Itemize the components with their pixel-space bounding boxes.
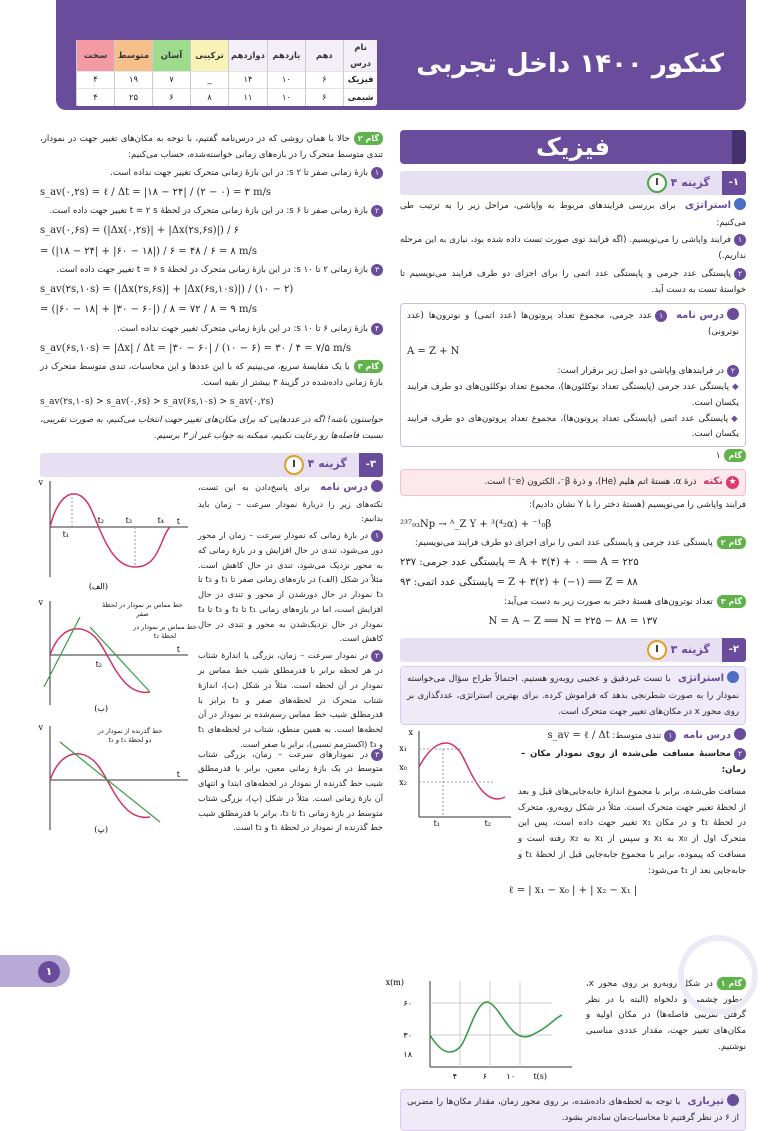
step-text: پایستگی عدد جرمی و پایستگی عدد اتمی را برای اجزای دو طرف فرایند می‌نویسیم تا خواستهٔ تست به دست آید. (400, 269, 746, 296)
answer-text: گزینه ۴ (670, 175, 710, 189)
figure-label: (پ) (94, 824, 108, 834)
gam-2 (40, 132, 383, 164)
stats-col-easy: آسان (153, 40, 191, 72)
lesson-bullet-b (407, 412, 739, 444)
gam-1-text: فرایند واپاشی را می‌نویسیم (هستهٔ دختر را با Y نشان دادیم): (529, 499, 746, 510)
stats-cell: ۱۴ (229, 72, 268, 89)
page-header (56, 0, 746, 110)
decorative-circle (678, 935, 758, 1015)
svg-text:t: t (176, 644, 180, 654)
step-number: ۲ (371, 650, 383, 662)
step-number: ۱ (664, 730, 676, 742)
velocity-time-graph-a (40, 477, 192, 592)
question-header-1 (400, 171, 746, 195)
stats-cell: ۱۰ (267, 72, 305, 89)
answer-label (284, 454, 347, 474)
interval-4 (40, 322, 383, 338)
page-title: کنکور ۱۴۰۰ داخل تجربی (416, 49, 724, 79)
lesson-box (400, 303, 746, 447)
y-tick: ۶۰ (403, 998, 412, 1008)
book-icon (734, 728, 746, 740)
q2-lesson-text (400, 783, 746, 903)
strategy-step-2 (400, 267, 746, 299)
stats-col-name: نام درس (343, 40, 377, 72)
x-axis-label: t(s) (533, 1071, 547, 1081)
svg-text:x₂: x₂ (399, 777, 407, 787)
step-badge: گام ۳ (717, 595, 746, 608)
svg-text:t₂: t₂ (484, 818, 491, 828)
svg-text:t₁: t₁ (62, 529, 69, 539)
x-tick: ۶ (482, 1071, 487, 1081)
answer-label (647, 640, 710, 660)
stats-table (76, 40, 377, 106)
stats-cell: ۶ (305, 89, 343, 106)
step-number: ۲ (371, 205, 383, 217)
lesson-text: مسافت طی‌شده، برابر با مجموع اندازهٔ جابه‌جایی‌های قبل و بعد از لحظهٔ تغییر جهت متحرک است. مثلاً در شکل روبه‌رو، متحرک در لحظهٔ t₁ و در مکان x₁ تغییر جهت داده است، پس این متحرک اول از x₀ به x₁ و سپس از x₁ به x₂ رفته است و مسافت که پیموده، برابر با مجموع جابه‌جایی قبل از لحظهٔ t₁ و جابه‌جایی بعد از t₁ می‌شود: (518, 786, 746, 877)
lesson-line-2 (521, 747, 746, 779)
lesson-point-2 (198, 648, 383, 751)
step-number: ۲ (727, 365, 739, 377)
step-badge: گام ۱ (717, 977, 746, 990)
diamond-icon: ◆ (731, 413, 740, 424)
interval-text: بازهٔ زمانی صفر تا ۶ s: در این بازهٔ زمانی متحرک در لحظهٔ t = ۲ s تغییر جهت داده است. (49, 206, 368, 217)
step-badge: گام ۳ (354, 360, 383, 373)
clock-icon (647, 640, 667, 660)
gam-2 (400, 536, 746, 552)
stats-row-physics (77, 72, 378, 89)
warning-note: حواستون باشه! اگه در عددهایی که برای مکان‌های تغییر جهت انتخاب می‌کنیم، به صورت تقریبی، نسبت فاصله‌ها رو رعایت نکنیم، ممکنه به جواب غیر از ۳ برسیم. (40, 414, 383, 441)
step-number: ۳ (371, 264, 383, 276)
gam-text: با یک مقایسهٔ سریع، می‌بینیم که با این عددها و این محاسبات، تندی متوسط متحرک در بازهٔ زمانی داده‌شده در گزینهٔ ۳ بیشتر از بقیه است. (40, 362, 383, 389)
lesson-text: محاسبهٔ مسافت طی‌شده از روی نمودار مکان – زمان: (521, 749, 746, 776)
step-text: فرایند واپاشی را می‌نویسیم. (اگه فرایند توی صورت تست داده شده بود، نیازی به این مرحله نداریم.) (400, 235, 746, 262)
gam-label: گام۱ (400, 449, 746, 465)
diamond-icon: ◆ (732, 381, 740, 392)
page-number-tab (0, 955, 70, 987)
equation: s_av(۰,۲s) = ℓ / Δt = |۱۸ − ۲۴| / (۲ − ۰) = ۳ m/s (40, 186, 272, 198)
step-badge: گام ۲ (354, 132, 383, 145)
stats-cell: ۶ (153, 89, 191, 106)
equation: A = Z + N (407, 346, 460, 358)
stats-col-mixed: ترکیبی (191, 40, 229, 72)
secant-label: خط گذرنده از نمودار در دو لحظهٔ t₁ و t₂ (97, 726, 163, 744)
x-tick: ۴ (452, 1071, 457, 1081)
gam-3 (40, 360, 383, 392)
figure-label: (ب) (94, 703, 108, 713)
equation: s_av(۰,۶s) = (|Δx(۰,۲s)| + |Δx(۲s,۶s)|) / ۶ (40, 225, 240, 237)
q3-body (40, 477, 383, 872)
note-text: ذرهٔ α، هستهٔ اتم هلیم (He)، و ذرهٔ β⁻، الکترون (e⁻) است. (484, 477, 697, 488)
right-column (385, 130, 746, 1124)
lesson-intro (198, 479, 383, 527)
svg-text:t₂: t₂ (97, 515, 104, 525)
x-tick: ۱۰ (506, 1071, 515, 1081)
tangent-label-2: خط مماس بر نمودار در لحظهٔ t₂ (133, 622, 197, 640)
star-icon: ★ (726, 476, 739, 489)
stats-cell: ۴ (77, 72, 115, 89)
strategy-text: برای بررسی فرایندهای مربوط به واپاشی، مراحل زیر را به ترتیب طی می‌کنیم: (400, 201, 746, 228)
stats-row-chemistry (77, 89, 378, 106)
gam-text: حالا با همان روشی که در درس‌نامه گفتیم، با توجه به مکان‌های تغییر جهت در نمودار، تندی متوسط متحرک را در بازه‌های زمانی خواسته‌شده، حساب می‌کنیم: (40, 134, 383, 160)
gam-text: پایستگی عدد جرمی و پایستگی عدد اتمی را برای اجزای دو طرف فرایند می‌نویسیم: (414, 538, 713, 549)
svg-text:x₀: x₀ (399, 762, 407, 772)
answer-text: گزینه ۴ (307, 457, 347, 471)
interval-2 (40, 204, 383, 220)
gam-text: تعداد نوترون‌های هستهٔ دختر به صورت زیر به دست می‌آید: (504, 596, 713, 607)
q3-lesson (198, 477, 383, 752)
svg-text:t₃: t₃ (125, 515, 132, 525)
strategy-tag: استراتژی (684, 200, 732, 211)
lesson-line-1 (521, 727, 746, 746)
svg-text:t₄: t₄ (157, 515, 164, 525)
stats-cell: ۱۱ (229, 89, 268, 106)
equation: = (|۱۸ − ۲۴| + |۶۰ − ۱۸|) / ۶ = ۴۸ / ۶ = ۸ m/s (40, 245, 257, 257)
t-axis-label: t (176, 516, 180, 526)
stats-cell: ۸ (191, 89, 229, 106)
y-axis-label: x(m) (385, 977, 404, 987)
stats-cell: ۱۹ (115, 72, 153, 89)
equation: s_av = ℓ / Δt (547, 729, 610, 741)
answer-text: گزینه ۳ (670, 643, 710, 657)
step-number: ۳ (371, 749, 383, 761)
lesson-text: در فرایندهای واپاشی دو اصل زیر برقرار است: (557, 365, 724, 376)
strategy-paragraph (400, 197, 746, 231)
position-time-graph (385, 975, 577, 1085)
left-column (40, 130, 383, 965)
svg-text:t: t (176, 769, 180, 779)
question-number: ۳- (359, 453, 383, 477)
step-number: ۱ (734, 234, 746, 246)
equation: s_av(۶s,۱۰s) = |Δx| / Δt = |۳۰ − ۶۰| / (۱۰ − ۶) = ۳۰ / ۴ = ۷/۵ m/s (40, 342, 352, 354)
strategy-icon (734, 198, 746, 210)
lesson-point-1 (198, 528, 383, 646)
svg-text:v: v (38, 597, 43, 607)
equation: s_av(۲s,۱۰s) > s_av(۰,۶s) > s_av(۶s,۱۰s) > s_av(۰,۲s) (40, 397, 274, 408)
question-number: ۱- (722, 171, 746, 195)
svg-text:t₂: t₂ (95, 659, 102, 669)
lesson-text: پایستگی عدد جرمی (پایستگی تعداد نوکلئون‌ها)، مجموع تعداد نوکلئون‌های دو طرف فرایند یکسان است. (407, 381, 739, 408)
equation: پایستگی عدد جرمی: ۲۳۷ = A + ۳(۴) + ۰ ⟹ A = ۲۲۵ (400, 556, 639, 568)
stats-cell: ۴ (77, 89, 115, 106)
lesson-text: برای پاسخ‌دادن به این تست، نکته‌های زیر را دربارهٔ نمودار سرعت – زمان باید بدانیم: (198, 481, 383, 524)
stats-header-row (77, 40, 378, 72)
stats-col-hard: سخت (77, 40, 115, 72)
rocket-icon (727, 1094, 739, 1106)
stats-col-12: دوازدهم (229, 40, 268, 72)
interval-text: بازهٔ زمانی ۶ تا ۱۰ s: در این بازهٔ زمانی متحرک تغییر جهت نداده است. (117, 323, 368, 334)
svg-text:x₁: x₁ (399, 743, 407, 753)
stats-col-10: دهم (305, 40, 343, 72)
lesson-tag: درس نامه (683, 729, 731, 741)
v-axis-label: v (38, 477, 43, 487)
step-number: ۲ (734, 748, 746, 760)
stats-row-label: فیزیک (343, 72, 377, 89)
stats-col-11: یازدهم (267, 40, 305, 72)
book-icon (371, 480, 383, 492)
section-title: فیزیک (400, 130, 746, 164)
speed-text: با توجه به لحظه‌های داده‌شده، بر روی محور زمان، مقدار مکان‌ها را مضربی از ۶ در نظر گرفتیم تا محاسبات‌مان ساده‌تر بشود. (407, 1096, 739, 1124)
strategy-step-1 (400, 233, 746, 265)
stats-row-label: شیمی (343, 89, 377, 106)
lesson-bullet-a (407, 380, 739, 412)
q2-lesson-area (400, 725, 746, 975)
svg-text:t₁: t₁ (433, 818, 440, 828)
question-header-3 (40, 453, 383, 477)
equation: s_av(۲s,۱۰s) = (|Δx(۲s,۶s)| + |Δx(۶s,۱۰s)|) / (۱۰ − ۲) (40, 283, 294, 295)
step-number: ۴ (371, 323, 383, 335)
lesson-tag: درس نامه (676, 309, 725, 321)
stats-cell: ۲۵ (115, 89, 153, 106)
clock-icon (647, 173, 667, 193)
equation: = (|۶۰ − ۱۸| + |۳۰ − ۶۰|) / ۸ = ۷۲ / ۸ = ۹ m/s (40, 304, 257, 316)
lesson-line-2 (407, 364, 739, 380)
lesson-text: در نمودارهای سرعت – زمان، بزرگی شتاب متوسط در یک بازهٔ زمانی معین، برابر با قدرمطلق شیب خط گذرنده از نمودار در لحظه‌های ابتدا و انتهای آن بازهٔ زمانی است. مثلاً در شکل (پ)، بزرگی شتاب متوسط در بازهٔ زمانی t₁ تا t₂، برابر با قدرمطلق شیب خط گذرنده از نمودار در لحظهٔ t₁ و t₂ است. (198, 748, 383, 833)
q2-lesson (521, 725, 746, 779)
lesson-text: پایستگی عدد اتمی (پایستگی تعداد پروتون‌ها)، مجموع تعداد پروتون‌های دو طرف فرایند یکسان است. (407, 413, 739, 440)
lesson-text: تندی متوسط: (612, 730, 662, 741)
interval-text: بازهٔ زمانی ۲ تا ۱۰ s: در این بازهٔ زمانی متحرک در لحظهٔ t = ۶ s تغییر جهت داده است. (56, 265, 368, 276)
stats-cell: ۶ (305, 72, 343, 89)
question-number: ۲- (722, 638, 746, 662)
step-badge: گام (724, 449, 746, 462)
gam-3 (400, 595, 746, 611)
step-number: ۲ (734, 268, 746, 280)
step-number: ۱ (655, 310, 667, 322)
lesson-text: در بازهٔ زمانی که نمودار سرعت – زمان از محور دور می‌شود، تندی در حال افزایش و در بازهٔ زمانی که به محور نزدیک می‌شود، تندی در حال کاهش است. مثلاً در شکل (الف) در بازه‌های زمانی صفر تا t₁ و t₂ تا t₃ نمودار در حال دورشدن از محور و تندی در حال افزایش است، اما در بازه‌های زمانی t₁ تا t₂ و t₃ تا t₄ نمودار در حال نزدیک‌شدن به محور و تندی در حال کاهش است. (198, 530, 384, 644)
lesson-point-3 (198, 747, 383, 836)
y-tick: ۳۰ (403, 1030, 412, 1040)
stats-col-medium: متوسط (115, 40, 153, 72)
interval-1 (40, 166, 383, 182)
svg-text:x: x (408, 727, 413, 737)
figure-label: (الف) (88, 581, 108, 591)
svg-text:v: v (38, 722, 43, 732)
note-tag: نکته (703, 476, 723, 488)
interval-text: بازهٔ زمانی صفر تا ۲ s: در این بازهٔ زمانی متحرک تغییر جهت نداده است. (110, 167, 368, 178)
lesson-text: در نمودار سرعت – زمان، بزرگی یا اندازهٔ شتاب در هر لحظه برابر با قدرمطلق شیب خط مماس بر نمودار در آن لحظه است. مثلاً در شکل (ب)، اندازهٔ شتاب متحرک در لحظه‌های صفر و t₂ برابر با قدرمطلق شیب خط مماس رسم‌شده بر نمودار در آن لحظه‌ها است. به همین منطق، شتاب در لحظه‌های t₁ و t₃ (اکسترمم نسبی)، برابر با صفر است. (198, 650, 383, 749)
stats-cell: ۷ (153, 72, 191, 89)
speed-tag: تیزبازی (687, 1095, 724, 1107)
strategy-tag: استراتژی (677, 673, 724, 685)
lesson-tag: درس نامه (320, 481, 369, 493)
lesson-line-1 (407, 307, 739, 341)
gam-text: در شکل روبه‌رو بر روی محور x، به‌طور چشمی و دلخواه (البته با در نظر گرفتن تقریبی فاصله‌ها) در مکان اولیه و مکان‌های تغییر جهت، مقدار عددی مناسبی نوشتیم. (586, 978, 746, 1053)
page-number: ۱ (38, 961, 60, 983)
step-badge: گام ۲ (717, 536, 746, 549)
equation: N = A − Z ⟹ N = ۲۲۵ − ۸۸ = ۱۳۷ (488, 615, 658, 627)
step-number: ۱ (371, 530, 383, 542)
note-box (400, 469, 746, 496)
step-number: ۱ (371, 167, 383, 179)
equation: ℓ = | x₁ − x₀ | + | x₂ − x₁ | (508, 884, 638, 896)
book-icon (727, 308, 739, 320)
strategy-box (400, 666, 746, 724)
speed-tip-box (400, 1089, 746, 1131)
strategy-icon (727, 671, 739, 683)
equation: ²³⁷₉₃Np → ᴬ_Z Y + ³(⁴₂α) + ⁻¹₀β (400, 518, 552, 530)
lesson-text: عدد جرمی، مجموع تعداد پروتون‌ها (عدد اتمی) و نوترون‌ها (عدد نوترونی) (407, 310, 739, 338)
y-tick: ۱۸ (403, 1049, 412, 1059)
equation: پایستگی عدد اتمی: ۹۳ = Z + ۳(۲) + (−۱) ⟹ Z = ۸۸ (400, 577, 638, 589)
clock-icon (284, 455, 304, 475)
interval-3 (40, 263, 383, 279)
stats-cell: ۱۰ (267, 89, 305, 106)
answer-label (647, 173, 710, 193)
stats-cell: _ (191, 72, 229, 89)
tangent-label-1: خط مماس بر نمودار در لحظهٔ صفر (102, 600, 183, 618)
strategy-text: با تست غیردقیق و عجیبی روبه‌رو هستیم. احتمالاً طراح سؤال می‌خواسته نمودار را به صورت شطرنجی بدهد که فراموش کرده. برای بهترین استراتژی، عددگذاری بر روی محور x در مکان‌های تغییر جهت متحرک است. (407, 674, 739, 717)
question-header-2 (400, 638, 746, 662)
